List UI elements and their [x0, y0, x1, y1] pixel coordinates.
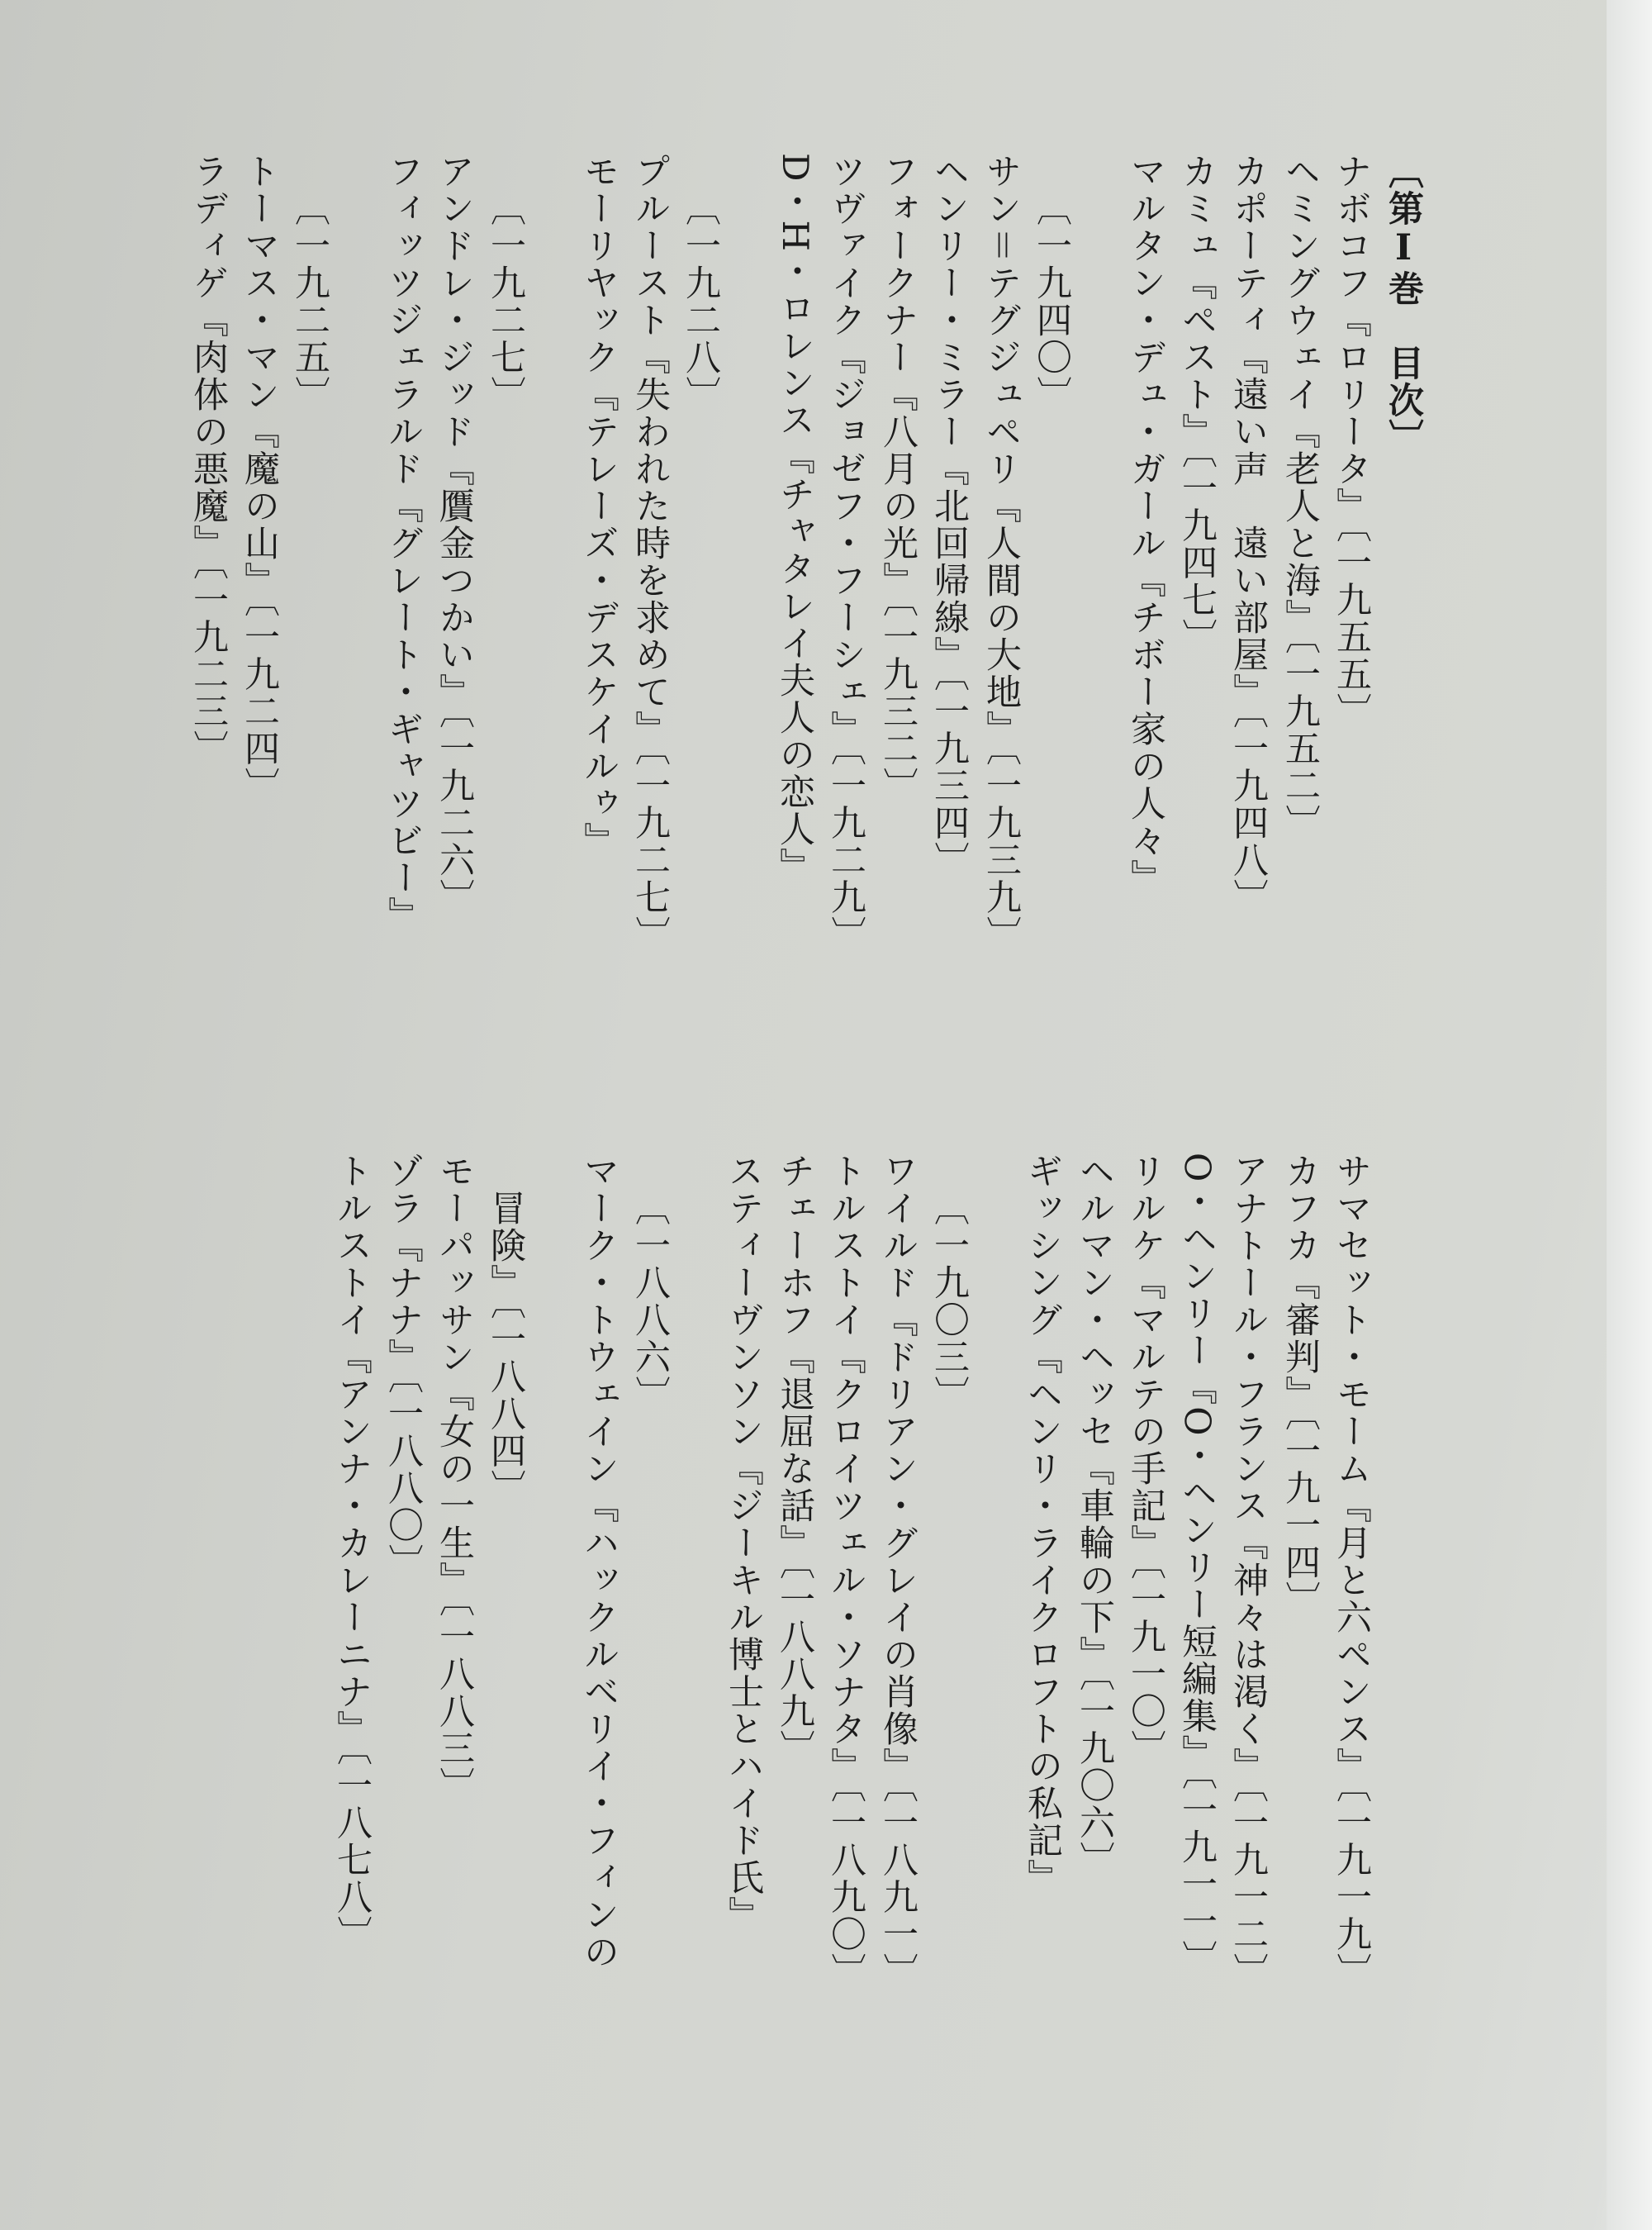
toc-entry: トーマス・マン『魔の山』〔一九二四〕: [239, 153, 280, 805]
toc-entry: マルタン・デュ・ガール『チボー家の人々』: [1125, 153, 1166, 896]
toc-entry: ギッシング『ヘンリ・ライクロフトの私記』: [1022, 1153, 1063, 1896]
toc-heading: 〔第Ⅰ巻 目次〕: [1383, 153, 1424, 456]
toc-entry: カポーティ『遠い声 遠い部屋』〔一九四八〕: [1227, 153, 1269, 916]
toc-entry: サン＝テグジュペリ『人間の大地』〔一九三九〕: [980, 153, 1022, 953]
toc-entry: トルストイ『クロイツェル・ソナタ』〔一八九〇〕: [825, 1153, 866, 1990]
toc-entry: サマセット・モーム『月と六ペンス』〔一九一九〕: [1331, 1153, 1372, 1990]
toc-entry: アンドレ・ジッド『贋金つかい』〔一九二六〕: [434, 153, 475, 916]
toc-entry: チェーホフ『退屈な話』〔一八八九〕: [774, 1153, 815, 1767]
toc-entry: ヘミングウェイ『老人と海』〔一九五二〕: [1279, 153, 1321, 842]
toc-entry-continued: 〔一九〇三〕: [928, 1190, 970, 1413]
toc-entry: プルースト『失われた時を求めて』〔一九二七〕: [629, 153, 671, 953]
toc-entry: リルケ『マルテの手記』〔一九一〇〕: [1125, 1153, 1166, 1767]
toc-entry: マーク・トウェイン『ハックルベリイ・フィンの: [578, 1153, 620, 1971]
toc-entry: カミュ『ペスト』〔一九四七〕: [1176, 153, 1218, 656]
toc-entry: フォークナー『八月の光』〔一九三二〕: [877, 153, 919, 805]
toc-entry-continued: 〔一九四〇〕: [1031, 190, 1072, 413]
toc-entry-continued: 冒険』〔一八八四〕: [485, 1190, 526, 1507]
toc-entry: ナボコフ『ロリータ』〔一九五五〕: [1331, 153, 1372, 730]
toc-entry: ヘンリー・ミラー『北回帰線』〔一九三四〕: [928, 153, 970, 879]
toc-entry: O・ヘンリー『O・ヘンリー短編集』〔一九一一〕: [1176, 1153, 1218, 1978]
toc-entry: モーリヤック『テレーズ・デスケイルゥ』: [578, 153, 620, 859]
toc-entry: D・H・ロレンス『チャタレイ夫人の恋人』: [774, 153, 815, 885]
toc-entry: フィッツジェラルド『グレート・ギャツビー』: [382, 153, 424, 934]
toc-entry-continued: 〔一八八六〕: [629, 1190, 671, 1413]
toc-entry: アナトール・フランス『神々は渇く』〔一九一二〕: [1227, 1153, 1269, 1990]
toc-entry: ツヴァイク『ジョゼフ・フーシェ』〔一九二九〕: [825, 153, 866, 953]
toc-entry: スティーヴンソン『ジーキル博士とハイド氏』: [723, 1153, 764, 1933]
toc-entry: ワイルド『ドリアン・グレイの肖像』〔一八九一〕: [877, 1153, 919, 1990]
toc-entry-continued: 〔一九二七〕: [485, 190, 526, 413]
page-edge: [1607, 0, 1652, 2230]
toc-entry: トルストイ『アンナ・カレーニナ』〔一八七八〕: [331, 1153, 373, 1953]
toc-entry: ヘルマン・ヘッセ『車輪の下』〔一九〇六〕: [1074, 1153, 1115, 1879]
toc-entry: ゾラ『ナナ』〔一八八〇〕: [382, 1153, 424, 1581]
toc-entry: モーパッサン『女の一生』〔一八八三〕: [434, 1153, 475, 1804]
toc-entry: カフカ『審判』〔一九一四〕: [1279, 1153, 1321, 1619]
toc-entry-continued: 〔一九二八〕: [680, 190, 721, 413]
toc-entry: ラディゲ『肉体の悪魔』〔一九二三〕: [188, 153, 229, 768]
toc-entry-continued: 〔一九二五〕: [289, 190, 330, 413]
